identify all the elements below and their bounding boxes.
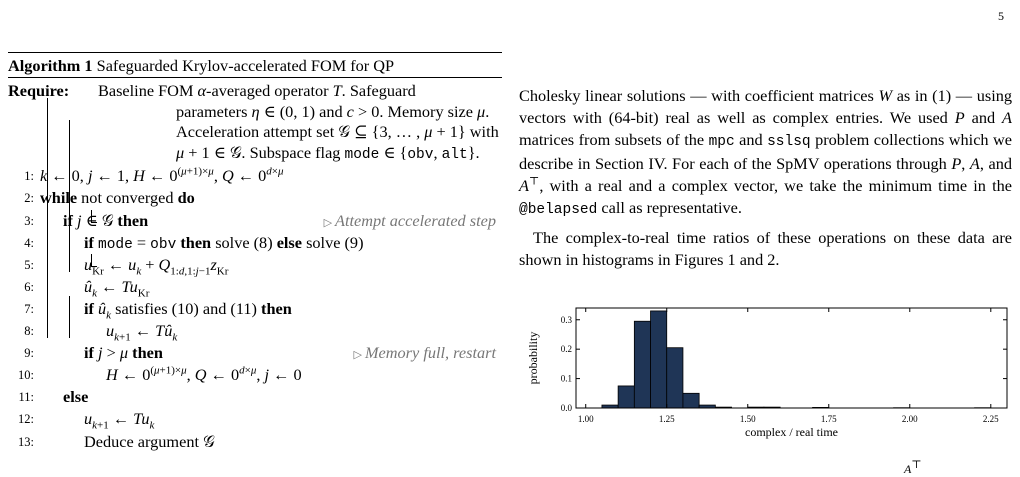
restart-block-corner bbox=[91, 254, 97, 267]
line-number: 3: bbox=[8, 210, 34, 232]
line-text: $u_{k+1}$ ← $Tu_k$ bbox=[84, 408, 154, 430]
line-text: Deduce argument 𝒢 bbox=[84, 431, 215, 453]
page-number: 5 bbox=[998, 9, 1004, 24]
x-axis-label: complex / real time bbox=[745, 425, 838, 439]
algorithm-title bbox=[8, 53, 502, 77]
line-text: $û_k$ ← $Tu_{Kr}$ bbox=[84, 276, 149, 298]
line-text: $u_{k+1}$ ← $Tû_k$ bbox=[106, 320, 177, 342]
line-number: 6: bbox=[8, 276, 34, 298]
x-tick-label: 1.50 bbox=[740, 414, 756, 424]
line-number: 10: bbox=[8, 364, 34, 386]
algorithm-block bbox=[8, 52, 502, 453]
algorithm-line-10 bbox=[8, 364, 502, 386]
algorithm-lines bbox=[8, 165, 502, 452]
algorithm-line-1 bbox=[8, 165, 502, 187]
algorithm-number: Algorithm 1 bbox=[8, 56, 93, 75]
x-tick-label: 1.75 bbox=[821, 414, 837, 424]
line-number: 12: bbox=[8, 408, 34, 430]
line-text: if $û_k$ satisfies (10) and (11) then bbox=[84, 298, 292, 320]
require-label: Require: bbox=[8, 81, 98, 165]
histogram-bars bbox=[602, 311, 991, 408]
algorithm-mid-rule bbox=[8, 77, 502, 78]
algorithm-line-9 bbox=[8, 342, 502, 364]
algorithm-line-2 bbox=[8, 187, 502, 209]
algorithm-line-11 bbox=[8, 386, 502, 408]
algorithm-require bbox=[8, 81, 502, 165]
histogram-figure bbox=[517, 302, 1012, 452]
algorithm-line-3 bbox=[8, 210, 502, 232]
line-text: if mode = obv then solve (8) else solve (9) bbox=[84, 232, 364, 256]
comment-triangle-icon: ▷ bbox=[354, 349, 362, 361]
algorithm-line-13 bbox=[8, 431, 502, 453]
paragraph-2: The complex-to-real time ratios of these operations on these data are shown in histograms in Figures 1 and 2. bbox=[519, 227, 1012, 271]
body-text-column bbox=[519, 85, 1012, 270]
y-axis-label: probability bbox=[526, 332, 540, 385]
if-block-bar bbox=[69, 120, 70, 272]
line-number: 4: bbox=[8, 232, 34, 254]
line-comment: ▷ Memory full, restart bbox=[354, 342, 496, 366]
else-block-bar bbox=[69, 296, 70, 338]
line-number: 2: bbox=[8, 187, 34, 209]
algorithm-line-6 bbox=[8, 276, 502, 298]
x-tick-label: 1.25 bbox=[659, 414, 675, 424]
line-number: 7: bbox=[8, 298, 34, 320]
paragraph-1: Cholesky linear solutions — with coefficient matrices W as in (1) — using vectors with (64-bit) real as well as complex entries. We used P and A matrices from subsets of the mpc and sslsq problem collections which we describe in Section IV. For each of the SpMV operations through P, A, and A⊤, with a real and a complex vector, we take the minimum time in the @belapsed call as representative. bbox=[519, 85, 1012, 222]
algorithm-line-4 bbox=[8, 232, 502, 254]
line-number: 9: bbox=[8, 342, 34, 364]
histogram-bar bbox=[651, 311, 667, 408]
line-comment: ▷ Attempt accelerated step bbox=[324, 210, 496, 234]
line-text: if j ∈ 𝒢 then bbox=[63, 210, 148, 232]
x-tick-label: 2.00 bbox=[902, 414, 918, 424]
algorithm-line-8 bbox=[8, 320, 502, 342]
line-text: else bbox=[63, 386, 88, 408]
x-tick-label: 2.25 bbox=[983, 414, 999, 424]
y-tick-label: 0.1 bbox=[561, 374, 572, 384]
y-tick-label: 0.0 bbox=[561, 403, 573, 413]
algorithm-title-text: Safeguarded Krylov-accelerated FOM for QP bbox=[97, 56, 394, 75]
histogram-bar bbox=[634, 321, 650, 408]
then-block-corner bbox=[91, 210, 97, 223]
line-number: 1: bbox=[8, 165, 34, 187]
y-tick-label: 0.3 bbox=[561, 315, 573, 325]
line-text: if j > μ then bbox=[84, 342, 163, 364]
histogram-svg bbox=[517, 302, 1012, 452]
line-number: 13: bbox=[8, 431, 34, 453]
algorithm-line-7 bbox=[8, 298, 502, 320]
comment-triangle-icon: ▷ bbox=[324, 217, 332, 229]
line-text: $u_{Kr}$ ← $u_k + Q_{1:d,1:j-1}z_{Kr}$ bbox=[84, 254, 228, 276]
while-block-bar bbox=[47, 98, 48, 338]
x-tick-label: 1.00 bbox=[578, 414, 594, 424]
line-number: 11: bbox=[8, 386, 34, 408]
require-text: Baseline FOM α-averaged operator T. Safeguard parameters η ∈ (0, 1) and c > 0. Memory size μ. Acceleration attempt set 𝒢 ⊆ {3, … , μ + 1} with μ + 1 ∈ 𝒢. Subspace flag mode ∈ {obv, alt}. bbox=[98, 81, 502, 165]
line-number: 8: bbox=[8, 320, 34, 342]
histogram-bar bbox=[667, 348, 683, 408]
histogram-bar bbox=[683, 393, 699, 408]
line-text: k ← 0, j ← 1, H ← $0^{(\mu+1)\times\mu}$, Q ← $0^{d\times\mu}$ bbox=[40, 165, 284, 187]
algorithm-line-5 bbox=[8, 254, 502, 276]
line-number: 5: bbox=[8, 254, 34, 276]
y-tick-label: 0.2 bbox=[561, 344, 572, 354]
figure-caption-fragment: A⊤ bbox=[904, 462, 922, 477]
line-text: H ← $0^{(\mu+1)\times\mu}$, Q ← $0^{d\times\mu}$, j ← 0 bbox=[106, 364, 302, 386]
line-text: while not converged do bbox=[40, 187, 195, 209]
algorithm-line-12 bbox=[8, 408, 502, 430]
histogram-bar bbox=[618, 386, 634, 408]
